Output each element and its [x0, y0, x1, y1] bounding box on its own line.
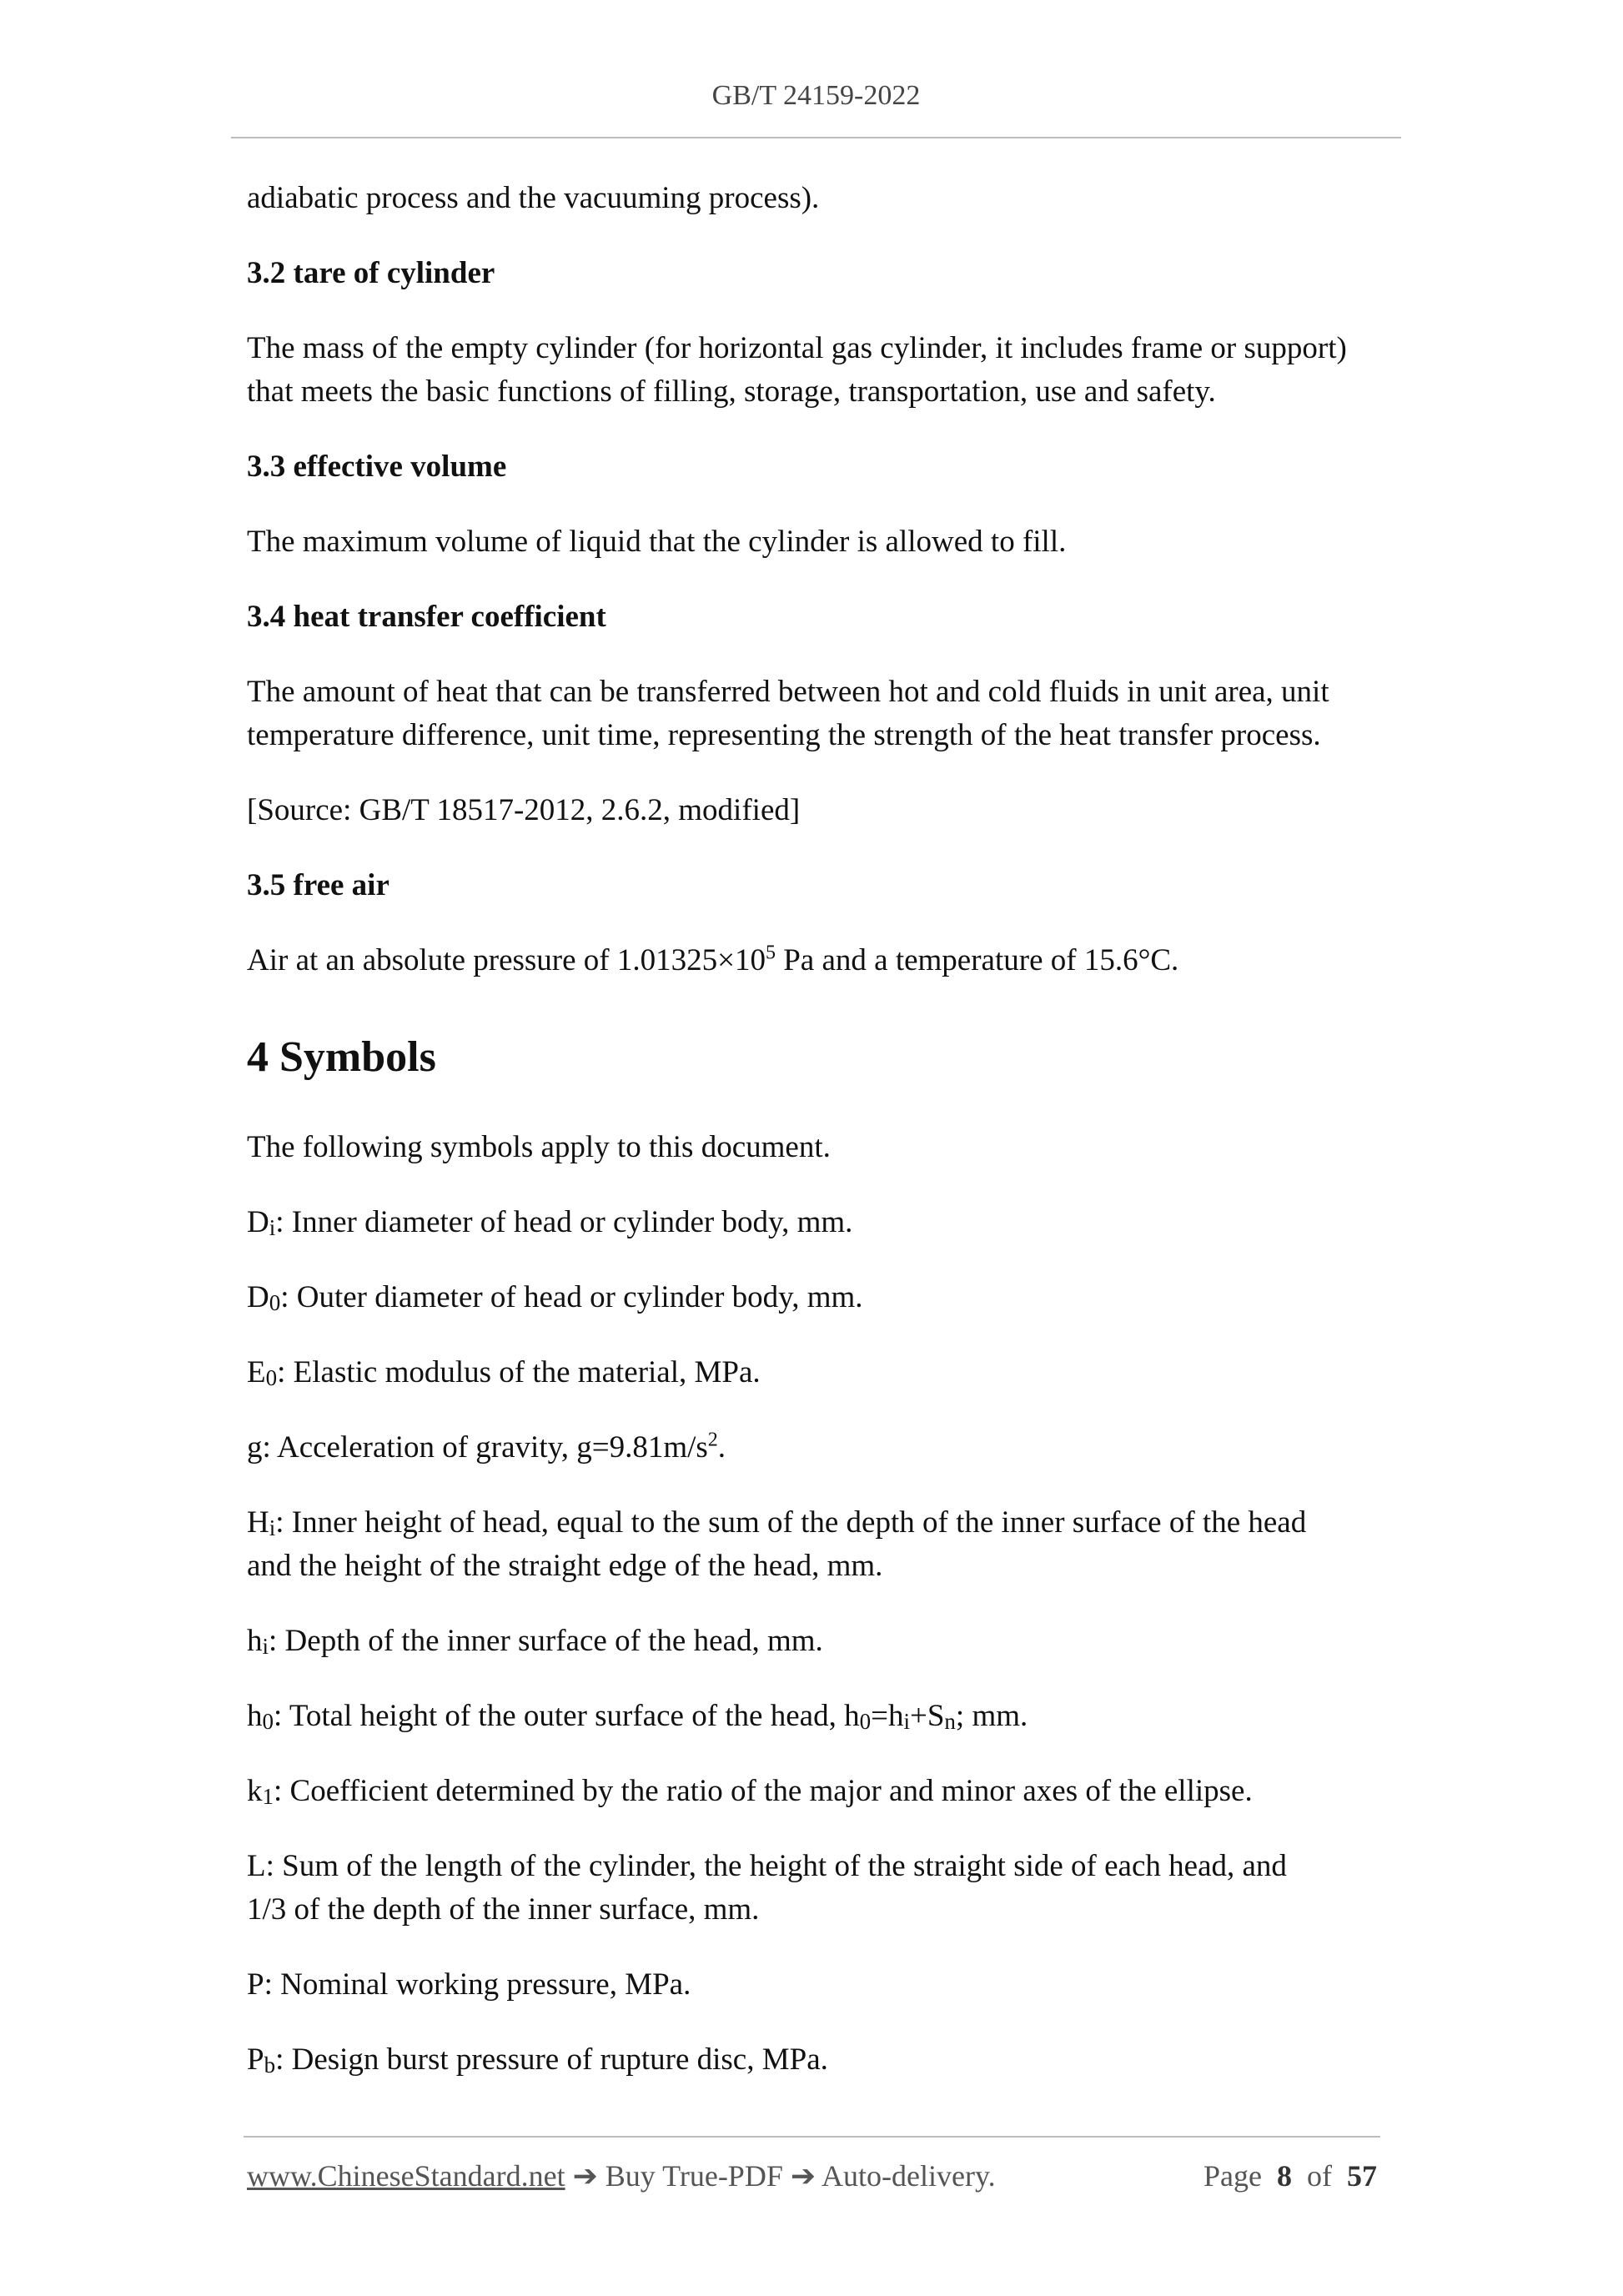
section-3-3-heading: 3.3 effective volume — [247, 450, 507, 484]
symbol-k1: $k_1$: Coefficient determined by the ratio of the major and minor axes of the ellipse. — [247, 1774, 1253, 1809]
section-3-5-definition: Air at an absolute pressure of $1.01325\times 10^5$ Pa and a temperature of 15.6°C. — [247, 942, 1179, 977]
section-3-5-heading: 3.5 free air — [247, 868, 389, 902]
section-3-4-heading: 3.4 heat transfer coefficient — [247, 600, 606, 634]
section-3-2-heading: 3.2 tare of cylinder — [247, 256, 495, 290]
page-content — [247, 177, 1389, 2082]
definition-line: that meets the basic functions of filling, storage, transportation, use and safety. — [247, 374, 1216, 409]
symbol-di: $D_i$: Inner diameter of head or cylinder body, mm. — [247, 1205, 853, 1240]
definition-line: The mass of the empty cylinder (for horizontal gas cylinder, it includes frame or support) — [247, 331, 1347, 365]
symbol-line: L: Sum of the length of the cylinder, the height of the straight side of each head, and — [247, 1849, 1287, 1883]
page-number: Page 8 of 57 — [1203, 2159, 1377, 2193]
symbol-e0: $E_0$: Elastic modulus of the material, MPa. — [247, 1355, 761, 1390]
footer-left — [247, 2158, 996, 2193]
page-footer — [247, 2158, 1377, 2193]
buy-text: Buy True-PDF — [605, 2159, 783, 2193]
auto-delivery-text: Auto-delivery. — [822, 2159, 996, 2193]
symbol-line: $H_i$: Inner height of head, equal to the sum of the depth of the inner surface of the head — [247, 1505, 1307, 1540]
section-3-3-definition: The maximum volume of liquid that the cylinder is allowed to fill. — [247, 525, 1067, 559]
symbol-line: and the height of the straight edge of the head, mm. — [247, 1549, 883, 1583]
section-3-4-definition — [247, 671, 1389, 757]
definition-line: The amount of heat that can be transferred between hot and cold fluids in unit area, unit — [247, 675, 1329, 709]
definition-line: temperature difference, unit time, representing the strength of the heat transfer process. — [247, 718, 1321, 752]
continued-text: adiabatic process and the vacuuming process). — [247, 181, 820, 215]
symbol-l — [247, 1845, 1389, 1932]
current-page: 8 — [1277, 2159, 1292, 2193]
header-divider — [231, 137, 1401, 138]
symbol-line: 1/3 of the depth of the inner surface, mm. — [247, 1892, 760, 1927]
arrow-icon: ➔ — [790, 2159, 817, 2193]
symbol-p: P: Nominal working pressure, MPa. — [247, 1967, 691, 2002]
footer-divider — [244, 2136, 1380, 2138]
section-4-heading: 4 Symbols — [247, 1033, 436, 1081]
symbol-pb: $P_b$: Design burst pressure of rupture disc, MPa. — [247, 2042, 828, 2077]
symbol-h0: $h_0$: Total height of the outer surface of the head, $h_0=h_i+S_n$; mm. — [247, 1699, 1028, 1734]
symbol-d0: $D_0$: Outer diameter of head or cylinder body, mm. — [247, 1280, 863, 1315]
website-link[interactable]: www.ChineseStandard.net — [247, 2159, 565, 2193]
page-header: GB/T 24159-2022 — [711, 80, 921, 111]
symbol-hi-upper — [247, 1501, 1389, 1588]
symbols-intro: The following symbols apply to this document. — [247, 1130, 831, 1164]
symbol-g: g: Acceleration of gravity, $g=9.81m/s^2$. — [247, 1429, 726, 1465]
symbol-hi-lower: $h_i$: Depth of the inner surface of the head, mm. — [247, 1624, 823, 1659]
total-pages: 57 — [1347, 2159, 1377, 2193]
section-3-2-definition — [247, 327, 1389, 414]
section-3-4-source: [Source: GB/T 18517-2012, 2.6.2, modified] — [247, 793, 801, 827]
arrow-icon: ➔ — [572, 2159, 598, 2193]
